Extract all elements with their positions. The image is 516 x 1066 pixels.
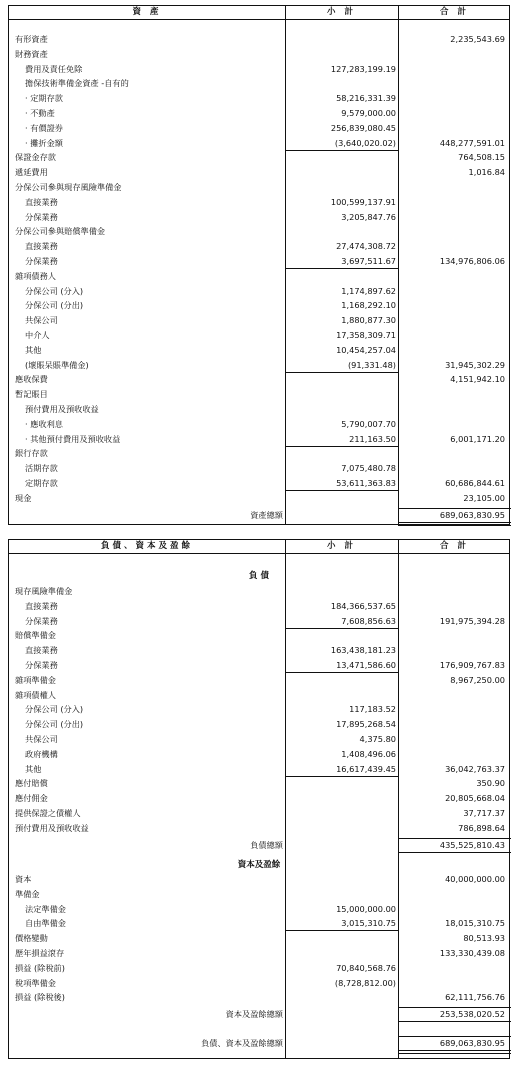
table-row — [9, 418, 509, 431]
assets-header — [9, 6, 509, 20]
row-label: · 不動產 — [25, 108, 55, 118]
row-label: 銀行存款 — [15, 448, 48, 459]
table-row — [9, 225, 509, 238]
subtotal-value: 10,454,257.04 — [336, 344, 396, 355]
table-row — [9, 888, 509, 901]
row-label: 分保公司 (分入) — [25, 704, 84, 715]
table-row — [9, 285, 509, 298]
row-label: 中介人 — [25, 330, 50, 340]
table-row — [9, 748, 509, 761]
table-row — [9, 181, 509, 194]
total-value: 689,063,830.95 — [439, 509, 505, 520]
rule-line — [398, 525, 511, 526]
row-label: 分保業務 — [25, 256, 58, 266]
table-row — [9, 763, 509, 776]
table-row — [9, 903, 509, 916]
row-label: 定期存款 — [25, 478, 58, 488]
table-row — [9, 792, 509, 805]
total-value: 191,975,394.28 — [439, 615, 505, 626]
total-value: 31,945,302.29 — [445, 359, 505, 370]
row-label: 費用及責任免除 — [25, 63, 83, 74]
total-value: 133,330,439.08 — [439, 948, 505, 958]
subtotal-value: (3,640,020.02) — [334, 137, 396, 148]
table-row — [9, 63, 509, 76]
row-label: 分保業務 — [25, 660, 58, 670]
row-label: · 有價證券 — [25, 122, 63, 133]
table-row — [9, 33, 509, 46]
table-row — [9, 615, 509, 628]
total-col-title: 合 計 — [440, 7, 469, 17]
row-label: 分保公司參與現存風險準備金 — [15, 182, 122, 192]
row-label: 財務資產 — [15, 48, 48, 59]
row-label: 雜項準備金 — [15, 674, 56, 685]
subtotal-value: 1,408,496.06 — [341, 748, 396, 759]
assets-col-title: 資 產 — [132, 7, 162, 17]
subtotal-value: 3,205,847.76 — [341, 211, 396, 222]
table-row — [9, 932, 509, 945]
table-row — [9, 659, 509, 672]
total-value: 37,717.37 — [463, 808, 505, 818]
table-row — [9, 122, 509, 135]
table-row — [9, 403, 509, 416]
row-label: 應收保費 — [15, 374, 48, 385]
subtotal-value: 1,880,877.30 — [341, 315, 396, 326]
subtotal-value: 184,366,537.65 — [330, 600, 396, 611]
table-row — [9, 373, 509, 386]
subtotal-value: 16,617,439.45 — [336, 763, 396, 774]
table-row — [9, 137, 509, 150]
total-value: 786,898.64 — [458, 822, 505, 833]
row-label: 預付費用及預收收益 — [25, 404, 99, 414]
subtotal-value: 117,183.52 — [349, 704, 396, 715]
total-value: 764,508.15 — [458, 152, 505, 163]
subtotal-col-title: 小 計 — [327, 541, 356, 551]
table-row — [9, 689, 509, 702]
row-label: 直接業務 — [25, 600, 58, 611]
subtotal-value: 70,840,568.76 — [336, 962, 396, 973]
total-label: 資本及盈餘總額 — [225, 1009, 283, 1020]
table-row — [9, 462, 509, 475]
table-row — [9, 777, 509, 790]
table-row — [9, 977, 509, 990]
row-label: 分保業務 — [25, 615, 58, 626]
table-row — [9, 344, 509, 357]
row-label: 損益 (除稅前) — [15, 962, 65, 973]
row-label: 應付賠償 — [15, 778, 48, 789]
total-value: 36,042,763.37 — [445, 763, 505, 774]
row-label: 直接業務 — [25, 645, 58, 656]
table-row — [9, 600, 509, 613]
row-label: 稅項準備金 — [15, 977, 56, 988]
row-label: 分保公司 (分出) — [25, 719, 84, 730]
subtotal-value: 211,163.50 — [349, 433, 396, 444]
rule-line — [398, 1021, 511, 1022]
row-label: 分保公司 (分入) — [25, 285, 84, 296]
row-label: 分保公司參與賠償準備金 — [15, 226, 106, 237]
total-value: 1,016.84 — [468, 167, 505, 178]
total-value: 134,976,806.06 — [439, 256, 505, 266]
row-label: 直接業務 — [25, 196, 58, 207]
row-label: 現金 — [15, 492, 32, 503]
table-row — [9, 991, 509, 1004]
total-value: 80,513.93 — [463, 933, 505, 944]
liabilities-total-row — [9, 839, 509, 852]
table-row — [9, 77, 509, 90]
row-label: (壞賬呆賬準備金) — [25, 359, 89, 370]
capital-total-row — [9, 1008, 509, 1021]
subtotal-value: 5,790,007.70 — [341, 418, 396, 429]
subtotal-value: 256,839,080.45 — [330, 122, 396, 133]
subtotal-value: (91,331.48) — [347, 359, 396, 370]
row-label: 直接業務 — [25, 241, 58, 252]
table-row — [9, 166, 509, 179]
row-label: 法定準備金 — [25, 903, 66, 914]
row-label: 分保業務 — [25, 211, 58, 222]
subtotal-value: 127,283,199.19 — [330, 63, 396, 74]
row-label: 活期存款 — [25, 463, 58, 474]
total-value: 448,277,591.01 — [439, 137, 505, 148]
table-row — [9, 962, 509, 975]
subtotal-value: 3,015,310.75 — [341, 918, 396, 929]
table-row — [9, 629, 509, 642]
table-row — [9, 107, 509, 120]
subtotal-col-title: 小 計 — [327, 7, 356, 17]
subtotal-value: 27,474,308.72 — [336, 241, 396, 252]
subtotal-value: 53,611,363.83 — [336, 478, 396, 488]
row-label: 自由準備金 — [25, 918, 66, 929]
row-label: · 定期存款 — [25, 93, 63, 104]
row-label: 資本 — [15, 874, 32, 884]
table-row — [9, 359, 509, 372]
table-row — [9, 151, 509, 164]
total-label: 資產總額 — [250, 509, 283, 520]
total-value: 6,001,171.20 — [450, 433, 505, 444]
table-row — [9, 807, 509, 820]
table-row — [9, 718, 509, 731]
row-label: · 應收利息 — [25, 418, 63, 429]
table-row — [9, 703, 509, 716]
table-row — [9, 947, 509, 960]
table-row — [9, 447, 509, 460]
total-value: 689,063,830.95 — [439, 1038, 505, 1049]
row-label: 歷年損益滾存 — [15, 948, 65, 958]
row-label: · 其他預付費用及預收收益 — [25, 433, 121, 444]
rule-line — [398, 852, 511, 853]
total-value: 4,151,942.10 — [450, 374, 505, 385]
table-row — [9, 270, 509, 283]
table-row — [9, 917, 509, 930]
row-label: 其他 — [25, 763, 42, 774]
subtotal-value: 1,174,897.62 — [341, 285, 396, 296]
row-label: 損益 (除稅後) — [15, 992, 65, 1003]
liabilities-grand-total-row — [9, 1037, 509, 1050]
table-row — [9, 492, 509, 505]
subtotal-value: (8,728,812.00) — [334, 977, 396, 988]
total-col-title: 合 計 — [440, 541, 469, 551]
total-value: 23,105.00 — [463, 492, 505, 503]
table-row — [9, 48, 509, 61]
row-label: 雜項債權人 — [15, 689, 56, 700]
total-value: 60,686,844.61 — [445, 478, 505, 488]
liabilities-table — [8, 539, 510, 1059]
table-row — [9, 585, 509, 598]
subtotal-value: 3,697,511.67 — [341, 256, 396, 266]
table-row — [9, 329, 509, 342]
subtotal-value: 13,471,586.60 — [336, 660, 396, 670]
table-row — [9, 211, 509, 224]
row-label: 擔保技術準備金資產 -自有的 — [25, 78, 129, 89]
table-row — [9, 240, 509, 253]
assets-table — [8, 5, 510, 525]
subtotal-value: 4,375.80 — [359, 734, 396, 744]
total-value: 435,525,810.43 — [439, 839, 505, 850]
subtotal-value: 1,168,292.10 — [341, 300, 396, 311]
row-label: 政府機構 — [25, 748, 58, 759]
table-row — [9, 255, 509, 268]
row-label: 分保公司 (分出) — [25, 300, 84, 311]
subtotal-value: 163,438,181.23 — [330, 645, 396, 656]
row-label: 雜項債務人 — [15, 270, 56, 281]
total-value: 20,805,668.04 — [445, 793, 505, 804]
total-label: 負債總額 — [250, 839, 283, 850]
table-row — [9, 733, 509, 746]
row-label: 應付佣金 — [15, 793, 48, 804]
total-value: 62,111,756.76 — [445, 992, 505, 1003]
total-value: 253,538,020.52 — [439, 1009, 505, 1020]
row-label: 準備金 — [15, 888, 40, 899]
table-row — [9, 299, 509, 312]
row-label: 其他 — [25, 344, 42, 355]
rule-line — [398, 1053, 511, 1054]
row-label: 預付費用及預收收益 — [15, 822, 89, 833]
total-value: 350.90 — [476, 778, 505, 789]
row-label: 暫記賬目 — [15, 389, 48, 400]
table-row — [9, 674, 509, 687]
table-row — [9, 388, 509, 401]
total-value: 176,909,767.83 — [439, 660, 505, 670]
table-row — [9, 477, 509, 490]
total-label: 負債、資本及盈餘總額 — [201, 1038, 283, 1049]
assets-grand-total-row — [9, 509, 509, 522]
section-title-liabilities: 負 債 — [249, 571, 269, 581]
table-row — [9, 196, 509, 209]
liabilities-header — [9, 540, 509, 554]
subtotal-value: 7,075,480.78 — [341, 463, 396, 474]
table-row — [9, 433, 509, 446]
subtotal-value: 58,216,331.39 — [336, 93, 396, 104]
total-value: 40,000,000.00 — [445, 874, 505, 884]
row-label: 共保公司 — [25, 734, 58, 744]
rule-line — [398, 1050, 511, 1051]
table-row — [9, 873, 509, 886]
subtotal-value: 100,599,137.91 — [330, 196, 396, 207]
row-label: · 攤折金額 — [25, 137, 63, 148]
subtotal-value: 15,000,000.00 — [336, 903, 396, 914]
total-value: 2,235,543.69 — [450, 34, 505, 44]
table-row — [9, 92, 509, 105]
row-label: 遞延費用 — [15, 167, 48, 178]
row-label: 價格變動 — [15, 933, 48, 944]
total-value: 18,015,310.75 — [445, 918, 505, 929]
row-label: 保證金存款 — [15, 152, 56, 163]
table-row — [9, 314, 509, 327]
subtotal-value: 17,358,309.71 — [336, 330, 396, 340]
subtotal-value: 9,579,000.00 — [341, 108, 396, 118]
subtotal-value: 17,895,268.54 — [336, 719, 396, 730]
table-row — [9, 822, 509, 835]
row-label: 現存風險準備金 — [15, 586, 73, 596]
row-label: 提供保證之債權人 — [15, 808, 81, 818]
total-value: 8,967,250.00 — [450, 674, 505, 685]
row-label: 共保公司 — [25, 315, 58, 326]
section-title-capital: 資本及盈餘 — [237, 860, 281, 870]
row-label: 賠償準備金 — [15, 630, 56, 641]
subtotal-value: 7,608,856.63 — [341, 615, 396, 626]
rule-line — [398, 522, 511, 523]
liabilities-col-title: 負債、資本及盈餘 — [100, 541, 193, 551]
table-row — [9, 644, 509, 657]
row-label: 有形資產 — [15, 34, 48, 44]
